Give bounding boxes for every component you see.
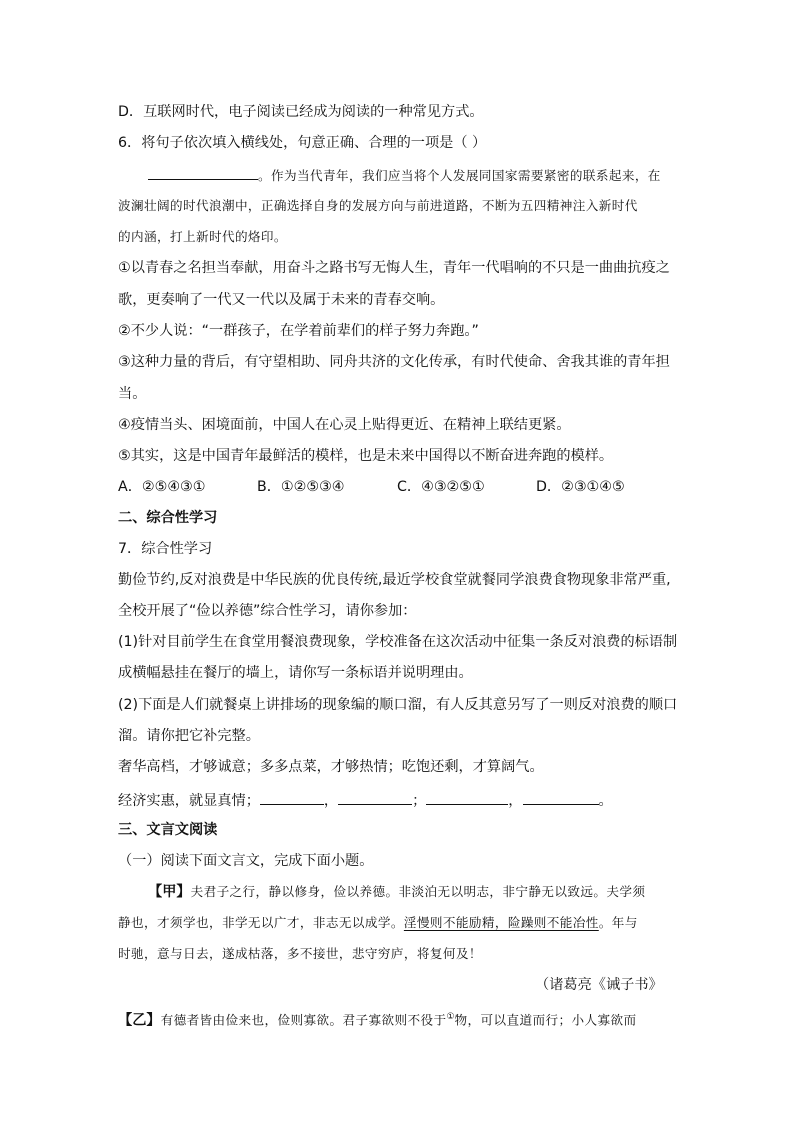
answer-blank-2[interactable] [338,789,412,805]
q6-passage-text: 。作为当代青年，我们应当将个人发展同国家需要紧密的联系起来，在 [258,168,661,183]
q6-stem: 6．将句子依次填入横线处，句意正确、合理的一项是（ ） [118,135,487,151]
answer-blank-4[interactable] [523,789,599,805]
answer-blank [148,164,258,180]
q6-option-c: C．④③②⑤① [397,479,485,495]
footnote-marker: ① [446,1012,455,1022]
q7-part1-line-1: (1)针对目前学生在食堂用餐浪费现象，学校准备在这次活动中征集一条反对浪费的标语制 [118,634,678,650]
q5-option-d: D．互联网时代，电子阅读已经成为阅读的一种常见方式。 [118,104,484,120]
section-heading-2: 二、综合性学习 [118,510,218,526]
q6-option-d: D．②③①④⑤ [536,479,625,495]
q7-rhyme: 奢华高档，才够诚意；多多点菜，才够热情；吃饱还剩，才算阔气。 [118,759,544,775]
q6-sentence-5: ⑤其实，这是中国青年最鲜活的模样，也是未来中国得以不断奋进奔跑的模样。 [118,448,614,464]
jia-label: 【甲】 [148,884,191,900]
q6-option-b: B．①②⑤③④ [257,479,345,495]
separator: ， [508,793,523,809]
yi-text: 有德者皆由俭来也，俭则寡欲。君子寡欲则不役于 [160,1012,447,1028]
q7-part1-line-2: 成横幅悬挂在餐厅的墙上，请你写一条标语并说明理由。 [118,665,473,681]
q6-option-a: A．②⑤④③① [118,479,206,495]
q7-answer-line [118,789,613,811]
q7-title: 7．综合性学习 [118,541,213,557]
q7-part2-line-1: (2)下面是人们就餐桌上讲排场的现象编的顺口溜，有人反其意另写了一则反对浪费的顺口 [118,697,678,713]
jia-underlined-text: 淫慢则不能励精，险躁则不能冶性 [403,915,599,930]
q6-sentence-2: ②不少人说：“一群孩子，在学着前辈们的样子努力奔跑。” [118,323,479,339]
separator: ； [412,793,427,809]
yi-label: 【乙】 [118,1012,161,1029]
jia-text: 。年与 [598,915,638,930]
q6-sentence-1-cont: 歌，更奏响了一代又一代以及属于未来的青春交响。 [118,292,445,308]
q7-intro-line-2: 全校开展了“俭以养德”综合性学习，请你参加： [118,603,417,619]
section-heading-3: 三、文言文阅读 [118,822,218,838]
answer-blank-3[interactable] [426,789,508,805]
q6-passage-line-2: 波澜壮阔的时代浪潮中，正确选择自身的发展方向与前进道路，不断为五四精神注入新时代 [118,198,638,213]
q7-part2-line-2: 溜。请你把它补完整。 [118,728,260,744]
separator: ， [323,793,339,809]
q7-intro-line-1: 勤俭节约,反对浪费是中华民族的优良传统,最近学校食堂就餐同学浪费食物现象非常严重, [118,572,671,588]
q6-sentence-4: ④疫情当头、困境面前，中国人在心灵上贴得更近、在精神上联结更紧。 [118,417,571,433]
end-mark: 。 [598,793,613,809]
jia-text: 静也，才须学也，非学无以广才，非志无以成学。 [118,915,404,930]
q8-sub-heading: （一）阅读下面文言文，完成下面小题。 [118,853,374,869]
q7-answer-prefix: 经济实惠，就显真情； [118,793,260,809]
yi-text: 物，可以直道而行；小人寡欲而 [454,1012,637,1028]
answer-blank-1[interactable] [260,789,324,805]
q8-jia-line-3: 时驰，意与日去，遂成枯落，多不接世，悲守穷庐，将复何及！ [118,946,482,961]
q6-passage-line-3: 的内涵，打上新时代的烙印。 [118,229,287,244]
jia-text: 夫君子之行，静以修身，俭以养德。非淡泊无以明志，非宁静无以致远。夫学须 [190,884,646,899]
q6-sentence-1: ①以青春之名担当奉献，用奋斗之路书写无悔人生，青年一代唱响的不只是一曲曲抗疫之 [118,260,670,276]
q8-jia-line-1 [148,882,645,902]
q8-yi-line-1 [118,1007,636,1031]
q8-source: （诸葛亮《诫子书》 [535,977,663,993]
q6-sentence-3-cont: 当。 [118,386,147,402]
q6-sentence-3: ③这种力量的背后，有守望相助、同舟共济的文化传承，有时代使命、舍我其谁的青年担 [118,354,670,370]
q6-passage-line-1 [148,164,661,186]
q8-jia-line-2 [118,913,638,933]
